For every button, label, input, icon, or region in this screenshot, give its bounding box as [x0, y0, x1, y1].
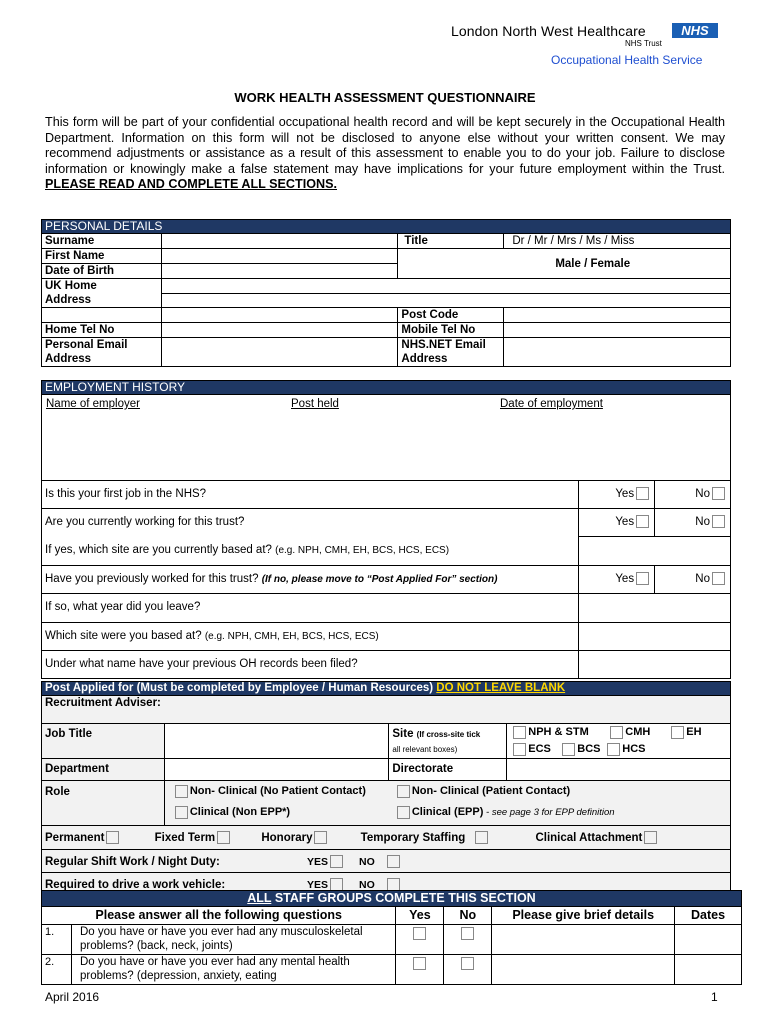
question-dates[interactable] — [675, 955, 742, 985]
personal-email-label — [42, 338, 162, 367]
q-previous — [42, 566, 579, 594]
role-checkbox[interactable] — [397, 785, 410, 798]
question-dates[interactable] — [675, 925, 742, 955]
site-checkbox[interactable] — [513, 726, 526, 739]
checkbox[interactable] — [712, 487, 725, 500]
q-first-job: Is this your first job in the NHS? — [42, 481, 579, 509]
q-site-field[interactable] — [579, 537, 731, 566]
site-checkbox[interactable] — [607, 743, 620, 756]
q-working-no[interactable] — [655, 509, 731, 537]
department-field[interactable] — [164, 759, 389, 781]
address-label: Address — [45, 294, 92, 306]
post-column-label: Post held — [291, 398, 339, 410]
yes-label: Yes — [615, 516, 635, 528]
first-name-field[interactable] — [161, 249, 398, 264]
personal-details-table — [41, 219, 731, 367]
directorate-label: Directorate — [389, 759, 507, 781]
site-note-2: all relevant boxes) — [392, 745, 458, 754]
checkbox[interactable] — [712, 515, 725, 528]
checkbox[interactable] — [413, 957, 426, 970]
question-number: 2. — [42, 955, 72, 985]
q-based-field[interactable] — [579, 623, 731, 651]
site-label: Site — [392, 728, 417, 740]
health-header-text: STAFF GROUPS COMPLETE THIS SECTION — [271, 891, 536, 905]
site-checkbox[interactable] — [671, 726, 684, 739]
home-tel-label: Home Tel No — [42, 323, 162, 338]
department-label: Department — [42, 759, 165, 781]
no-label: No — [695, 573, 710, 585]
shift-label: Regular Shift Work / Night Duty: — [45, 856, 220, 868]
dob-field[interactable] — [161, 264, 398, 279]
drive-yes-label: YES — [307, 879, 329, 891]
role-checkbox[interactable] — [175, 806, 188, 819]
role-non-clinical-contact: Non- Clinical (Patient Contact) — [411, 785, 571, 797]
question-number: 1. — [42, 925, 72, 955]
no-label: No — [695, 488, 710, 500]
title-label: Title — [398, 234, 504, 249]
site-hcs: HCS — [622, 743, 646, 755]
shift-no-label: NO — [359, 856, 375, 868]
q-site-example: (e.g. NPH, CMH, EH, BCS, HCS, ECS) — [275, 544, 450, 556]
shift-yes-checkbox[interactable] — [330, 855, 343, 868]
contract-types — [42, 826, 731, 850]
site-bcs: BCS — [577, 743, 601, 755]
home-tel-field[interactable] — [161, 323, 398, 338]
personal-email-label-1: Personal Email — [45, 339, 128, 351]
question-yes[interactable] — [396, 925, 444, 955]
intro-text: This form will be part of your confidential occupational health record and will be kept securely in the Occupational Health Department. Information on this form will not be disclosed to anyone else without your written consent. We may recommend adjustments or assistance as a result of this assessment to enable you to do your job. Failure to disclose information or knowingly make a false statement may have implications for your future employment within the Trust. — [45, 115, 725, 176]
post-applied-warning: DO NOT LEAVE BLANK — [436, 682, 566, 694]
role-options — [164, 781, 730, 826]
contract-checkbox[interactable] — [217, 831, 230, 844]
page-number: 1 — [711, 990, 718, 1004]
checkbox[interactable] — [413, 927, 426, 940]
checkbox[interactable] — [636, 515, 649, 528]
surname-label: Surname — [42, 234, 162, 249]
employer-history-area[interactable] — [42, 395, 731, 481]
mobile-tel-field[interactable] — [504, 323, 731, 338]
drive-label: Required to drive a work vehicle: — [45, 879, 226, 891]
contract-permanent: Permanent — [45, 832, 105, 844]
q-name: Under what name have your previous OH records been filed? — [42, 651, 579, 679]
first-name-label: First Name — [42, 249, 162, 264]
table-row — [42, 955, 742, 985]
employment-history-header: EMPLOYMENT HISTORY — [42, 381, 731, 395]
job-title-label: Job Title — [42, 724, 165, 759]
q-based-text: Which site were you based at? — [45, 630, 205, 642]
question-no[interactable] — [444, 925, 492, 955]
nhs-trust-label: NHS Trust — [625, 39, 662, 48]
col-dates-header: Dates — [675, 907, 742, 925]
q-based — [42, 623, 579, 651]
q-working: Are you currently working for this trust? — [42, 509, 579, 537]
question-details[interactable] — [492, 925, 675, 955]
intro-paragraph — [45, 115, 725, 193]
question-yes[interactable] — [396, 955, 444, 985]
col-question-header: Please answer all the following questions — [42, 907, 396, 925]
organisation-name: London North West Healthcare — [451, 23, 646, 39]
role-checkbox[interactable] — [397, 806, 410, 819]
post-code-field[interactable] — [504, 308, 731, 323]
q-year: If so, what year did you leave? — [42, 594, 579, 623]
personal-details-header: PERSONAL DETAILS — [42, 220, 731, 234]
title-options[interactable]: Dr / Mr / Mrs / Ms / Miss — [504, 234, 731, 249]
recruitment-adviser-label[interactable]: Recruitment Adviser: — [42, 696, 731, 724]
contract-temporary: Temporary Staffing — [360, 832, 466, 844]
employment-history-table — [41, 380, 731, 679]
nhs-logo: NHS — [672, 23, 718, 38]
footer-date: April 2016 — [45, 990, 100, 1004]
directorate-field[interactable] — [507, 759, 731, 781]
site-cmh: CMH — [625, 726, 651, 738]
q-site-text: If yes, which site are you currently based at? — [45, 543, 276, 556]
question-text: Do you have or have you ever had any musculoskeletal problems? (back, neck, joints) — [71, 925, 395, 955]
contract-clinical-attachment: Clinical Attachment — [535, 832, 643, 844]
mobile-tel-label: Mobile Tel No — [398, 323, 504, 338]
q-site — [42, 537, 579, 566]
site-nph-stm: NPH & STM — [528, 726, 589, 738]
role-clinical-epp: Clinical (EPP) — [411, 806, 484, 818]
nhs-email-label — [398, 338, 504, 367]
q-previous-no[interactable] — [655, 566, 731, 594]
q-previous-text: Have you previously worked for this trust? — [45, 573, 262, 585]
health-header-all: ALL — [247, 891, 272, 905]
col-no-header: No — [444, 907, 492, 925]
drive-no-label: NO — [359, 879, 375, 891]
q-previous-note: (If no, please move to “Post Applied For” section) — [261, 574, 498, 585]
health-section-header — [42, 891, 742, 907]
role-label: Role — [42, 781, 165, 826]
no-label: No — [695, 516, 710, 528]
checkbox[interactable] — [636, 487, 649, 500]
site-eh: EH — [686, 726, 702, 738]
dob-label: Date of Birth — [42, 264, 162, 279]
role-checkbox[interactable] — [175, 785, 188, 798]
q-working-yes[interactable] — [579, 509, 655, 537]
uk-home-label: UK Home — [45, 280, 97, 292]
site-label-cell — [389, 724, 507, 759]
role-non-clinical-no-contact: Non- Clinical (No Patient Contact) — [189, 785, 366, 797]
contract-checkbox[interactable] — [475, 831, 488, 844]
site-checkbox[interactable] — [513, 743, 526, 756]
q-first-job-yes[interactable] — [579, 481, 655, 509]
yes-label: Yes — [615, 573, 635, 585]
address-line-3[interactable] — [161, 308, 398, 323]
post-applied-header — [42, 682, 731, 696]
contract-checkbox[interactable] — [644, 831, 657, 844]
checkbox[interactable] — [461, 927, 474, 940]
date-column-label: Date of employment — [500, 398, 603, 410]
q-first-job-no[interactable] — [655, 481, 731, 509]
employer-column-label: Name of employer — [46, 398, 140, 410]
gender-options[interactable]: Male / Female — [398, 249, 731, 279]
site-checkbox[interactable] — [562, 743, 575, 756]
epp-note: - see page 3 for EPP definition — [483, 807, 615, 818]
q-name-field[interactable] — [579, 651, 731, 679]
site-ecs: ECS — [528, 743, 551, 755]
yes-label: Yes — [615, 488, 635, 500]
nhs-email-label-2: Address — [401, 353, 448, 365]
question-no[interactable] — [444, 955, 492, 985]
address-line-1[interactable] — [161, 279, 730, 294]
surname-field[interactable] — [161, 234, 398, 249]
site-note-1: (If cross-site tick — [416, 730, 481, 739]
col-details-header: Please give brief details — [492, 907, 675, 925]
question-text: Do you have or have you ever had any mental health problems? (depression, anxiety, eating — [71, 955, 395, 985]
post-applied-header-text: Post Applied for (Must be completed by Employee / Human Resources) — [45, 682, 437, 694]
address-line-2[interactable] — [161, 293, 730, 308]
personal-email-label-2: Address — [45, 353, 92, 365]
service-name: Occupational Health Service — [551, 53, 703, 67]
shift-row — [42, 850, 731, 873]
health-questions-table — [41, 890, 742, 985]
post-code-label: Post Code — [398, 308, 504, 323]
nhs-email-field[interactable] — [504, 338, 731, 367]
q-based-example: (e.g. NPH, CMH, EH, BCS, HCS, ECS) — [204, 631, 379, 642]
uk-home-address-label — [42, 279, 162, 308]
q-previous-yes[interactable] — [579, 566, 655, 594]
document-title: WORK HEALTH ASSESSMENT QUESTIONNAIRE — [234, 90, 536, 105]
address-blank — [42, 308, 162, 323]
intro-emphasis: PLEASE READ AND COMPLETE ALL SECTIONS. — [45, 177, 338, 191]
contract-checkbox[interactable] — [106, 831, 119, 844]
contract-fixed-term: Fixed Term — [154, 832, 216, 844]
personal-email-field[interactable] — [161, 338, 398, 367]
question-details[interactable] — [492, 955, 675, 985]
q-year-field[interactable] — [579, 594, 731, 623]
contract-honorary: Honorary — [261, 832, 313, 844]
site-checkbox[interactable] — [610, 726, 623, 739]
post-applied-table — [41, 681, 731, 896]
site-options — [507, 724, 731, 759]
checkbox[interactable] — [712, 572, 725, 585]
shift-no-checkbox[interactable] — [387, 855, 400, 868]
nhs-email-label-1: NHS.NET Email — [401, 339, 486, 351]
job-title-field[interactable] — [164, 724, 389, 759]
role-clinical-non-epp: Clinical (Non EPP*) — [189, 806, 291, 818]
shift-yes-label: YES — [307, 856, 329, 868]
col-yes-header: Yes — [396, 907, 444, 925]
checkbox[interactable] — [636, 572, 649, 585]
checkbox[interactable] — [461, 957, 474, 970]
table-row — [42, 925, 742, 955]
contract-checkbox[interactable] — [314, 831, 327, 844]
